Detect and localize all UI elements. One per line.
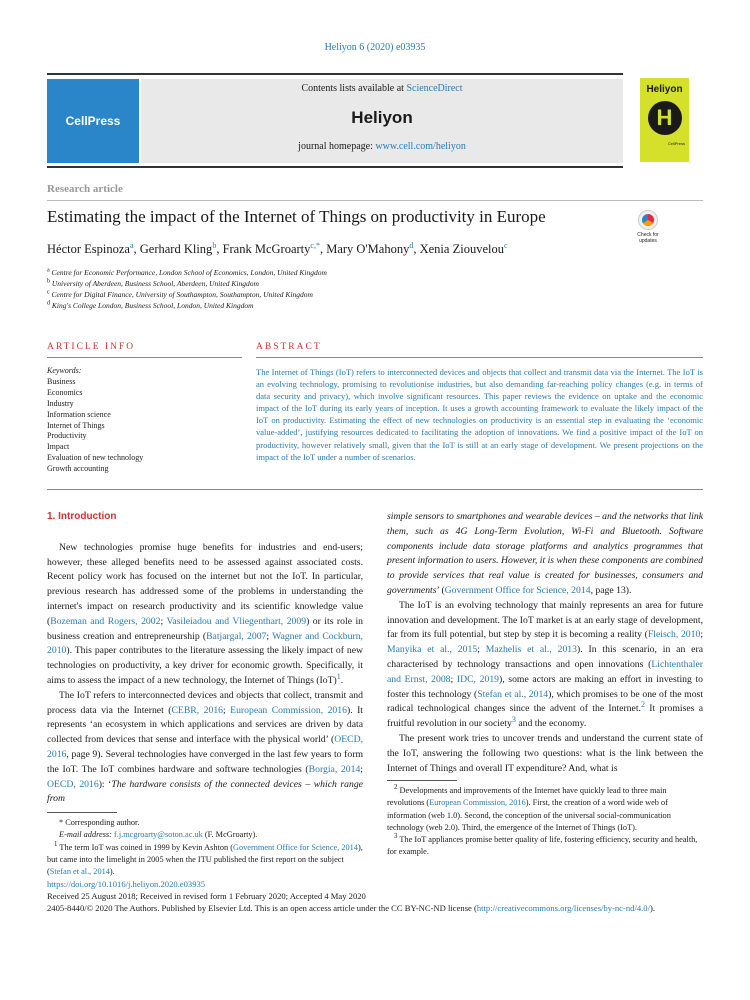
citation-link[interactable]: Stefan et al., 2014 [477,688,549,700]
paragraph: The present work tries to uncover trends and understand the current state of the IoT, answering the following two questions: what is the link between the Internet of Things and overall IT expenditure? And, what is [387,732,703,774]
citation-link[interactable]: European Commission, 2016 [429,798,526,808]
affiliation [47,290,313,299]
abstract-text: The Internet of Things (IoT) refers to interconnected devices and objects that collect and transmit data via the Internet. The IoT is an evolving technology, promising to revolutionise industries, but also demanding far-reaching policy changes (e.g. in terms of data security and privacy), which involve significant resources. This paper reviews the evidence on uptake and the economic impact of the IoT during its early years of inception. It uses a growth accounting framework to evaluate the likely impact of the IoT on productivity. Estimating the effect of new technologies on productivity is an essential step in evaluating the ‘economic value-added’, justifying resources dedicated to facilitating the adoption of innovations. We find a positive impact of the IoT on productivity, however relatively small, given that the IoT is still at an early stage of development. We present projections on the impact of the IoT under a number of scenarios. [256,367,703,462]
affiliation-sup: b [47,278,50,285]
keyword: Growth accounting [47,464,109,474]
citation-link[interactable]: Bozeman and Rogers, 2002 [50,615,161,627]
footnote-divider [387,780,457,781]
contents-prefix: Contents lists available at [301,83,407,94]
footnote-2: $^2$ Developments and improvements of the Internet have quickly lead to three main revolutions (European Commission, 2016). First, the creation of a word wide web of information (web 1.0). Second, the conception of the universal social-communication technology (web 2.0). Third, the emergence of the Internet of Things (IoT). [387,784,671,832]
footnote-ref[interactable]: 3 [511,714,516,724]
cover-title: Heliyon [646,84,683,95]
journal-name: Heliyon [351,108,413,127]
publisher-logo-text: CellPress [65,114,121,128]
homepage-line [141,141,623,152]
keyword: Impact [47,442,70,452]
author-affil-link[interactable]: c [503,240,508,250]
publisher-logo [47,79,139,163]
doi-link[interactable]: https://doi.org/10.1016/j.heliyon.2020.e03935 [47,879,206,889]
citation-link[interactable]: Lichtenthaler and Ernst, 2008 [387,658,703,685]
author-name: Mary O'Mahony [326,242,410,256]
affiliation-text: Centre for Digital Finance, University of Southampton, Southampton, United Kingdom [51,290,313,299]
email-note [47,829,363,841]
check-updates-line2: updates [639,238,657,244]
author [420,242,508,256]
received-dates: Received 25 August 2018; Received in revised form 1 February 2020; Accepted 4 May 2020 [47,890,366,901]
author [47,242,140,256]
license-link[interactable]: http://creativecommons.org/licenses/by-nc-nd/4.0/ [476,902,650,913]
check-updates-line1: Check for [637,232,659,238]
citation-link[interactable]: IDC, 2019 [456,673,500,685]
author [326,242,419,256]
author-separator: , [413,242,420,256]
citation-link[interactable]: Mazhelis et al., 2013 [485,644,577,656]
footnotes-right [387,785,703,859]
license-note: 2405-8440/© 2020 The Authors. Published by Elsevier Ltd. This is an open access article under the CC BY-NC-ND license (http://creativecommons.org/licenses/by-nc-nd/4.0/). [47,902,655,913]
sciencedirect-link[interactable]: ScienceDirect [406,83,463,94]
author-name: Frank McGroarty [222,242,311,256]
author-separator: , [319,242,327,256]
paragraph: The IoT is an evolving technology that mainly represents an area for future innovation and development. The IoT market is at an early stage of development, far from its full potential, but step by step it is becoming a reality (Fleisch, 2010; Manyika et al., 2015; Mazhelis et al., 2013). In this scenario, in an era characterised by technology transactions and open innovations (Lichtenthaler and Ernst, 2008; IDC, 2019), some actors are making an effort in investing to foster this technology (Stefan et al., 2014), which promises to be one of the most radical technological changes since the advent of the Internet.$^2$ It promises a fruitful revolution in our society$^3$ and the economy. [387,599,704,730]
right-column [387,510,703,776]
citation-link[interactable]: Stefan et al., 2014 [49,867,110,877]
footnotes-left [47,817,363,878]
citation-link[interactable]: Borgia, 2014 [308,763,361,775]
citation-link[interactable]: Government Office for Science, 2014 [232,842,358,852]
affiliation-sup: c [47,289,50,296]
affiliation [47,279,259,288]
check-updates-icon [638,210,658,230]
affiliation [47,268,327,277]
author-affil-link[interactable]: a [129,240,134,250]
email-suffix: (F. McGroarty). [202,830,258,840]
divider [47,200,703,201]
keyword: Internet of Things [47,420,105,430]
paragraph: simple sensors to smartphones and wearable devices – and the networks that link them, such as 4G Long-Term Evolution, Wi-Fi and Bluetooth. Software components include data storage platforms and analytics programmes that present information to users. However, it is when these components are combined to provide services that real value is created for businesses, consumers and governments’ (Government Office for Science, 2014, page 13). [387,511,703,596]
abstract-heading: ABSTRACT [256,342,322,352]
keyword: Economics [47,387,83,397]
footnote-3: $^3$ The IoT appliances promise better quality of life, fostering efficiency, security and health, for example. [387,833,698,857]
corresponding-author-note: * Corresponding author. [59,818,140,827]
affiliation-text: King's College London, Business School, London, United Kingdom [51,301,254,310]
citation-link[interactable]: OECD, 2016 [47,778,99,790]
citation-link[interactable]: Fleisch, 2010 [647,629,701,641]
author-affil-link[interactable]: b [212,240,217,250]
author-separator: , [216,242,223,256]
article-info-heading: ARTICLE INFO [47,342,136,352]
keyword: Productivity [47,431,87,441]
citation-link[interactable]: CEBR, 2016 [171,704,224,716]
homepage-link[interactable]: www.cell.com/heliyon [375,141,466,152]
keywords-list [47,366,242,475]
article-metadata [47,879,703,914]
journal-reference[interactable] [0,42,750,53]
section-heading-introduction: 1. Introduction [47,511,117,522]
affiliation [47,301,253,310]
article-type: Research article [47,183,123,195]
citation-link[interactable]: European Commission, 2016 [230,704,347,716]
author-name: Gerhard Kling [139,242,213,256]
left-column [47,510,363,807]
journal-cover[interactable] [640,78,689,162]
keyword: Industry [47,398,74,408]
keyword: Business [47,376,76,386]
footnote-3-text: The IoT appliances promise better quality of life, fostering efficiency, security and health, for example. [387,835,698,857]
cover-footer: CellPress [667,141,685,146]
author-separator: , [133,242,140,256]
email-link[interactable]: f.j.mcgroarty@soton.ac.uk [114,830,203,840]
affiliation-text: Centre for Economic Performance, London School of Economics, London, United Kingdom [51,268,327,277]
author-name: Héctor Espinoza [47,242,130,256]
keyword: Information science [47,409,111,419]
keywords-label: Keywords: [47,366,82,375]
divider [47,489,703,490]
homepage-prefix: journal homepage: [298,141,376,152]
citation-link[interactable]: OECD, 2016 [47,734,363,760]
journal-reference-link[interactable]: Heliyon 6 (2020) e03935 [324,42,426,53]
author-affil-link[interactable]: c,* [310,240,320,250]
footnote-ref[interactable]: 1 [336,671,341,681]
footnote-ref[interactable]: 2 [640,700,645,710]
author-list [47,242,508,257]
author [140,242,223,256]
journal-header [47,73,623,168]
check-updates-label [628,232,668,244]
citation-link[interactable]: Manyika et al., 2015 [387,644,478,656]
author-affil-link[interactable]: d [409,240,414,250]
divider [256,357,703,358]
paragraph: New technologies promise huge benefits for industries and end-users; however, these alleged benefits need to be assessed against associated costs. Recent policy work has focused on the internet but not the IoT. In particular, previous research has addressed some of the problems in understanding the internet's impact on research productivity and its scientific knowledge value (Bozeman and Rogers, 2002; Vasileiadou and Vliegenthart, 2009) or its role in business creation and entrepreneurship (Batjargal, 2007; Wagner and Cockburn, 2010). This paper contributes to the literature assessing the likely impact of new technologies on productivity, a key driver for economic growth. Specifically, it aims to assess the impact of a new technology, the Internet of Things (IoT)$^1$. [47,541,363,686]
affiliation-text: University of Aberdeen, Business School, Aberdeen, United Kingdom [51,279,259,288]
check-for-updates-button[interactable] [628,210,668,246]
affiliation-sup: a [47,267,50,274]
email-label: E-mail address: [59,830,114,840]
corr-text: Corresponding author. [65,818,140,827]
footnote-1: $^1$ The term IoT was coined in 1999 by Kevin Ashton (Government Office for Science, 2014), but came into the limelight in 2005 when the ITU published the first report on the subject (Stefan et al., 2014). [47,840,363,877]
citation-link[interactable]: Batjargal, 2007 [206,630,267,642]
contents-line [141,83,623,94]
author [223,242,327,256]
author-name: Xenia Ziouvelou [419,242,504,256]
journal-header-center [141,79,623,163]
cover-h-icon: H [648,101,682,135]
citation-link[interactable]: Vasileiadou and Vliegenthart, 2009 [166,615,307,627]
citation-link[interactable]: Government Office for Science, 2014 [444,584,591,596]
affiliation-sup: d [47,300,50,307]
footnote-divider [47,812,117,813]
keyword: Evaluation of new technology [47,453,144,463]
citation-link[interactable]: Wagner and Cockburn, 2010 [47,630,363,657]
paragraph: The IoT refers to interconnected devices and objects that collect, transmit and process data via the Internet (CEBR, 2016; European Commission, 2016). It represents ‘an ecosystem in which applications and services are driven by data collected from devices that sense and interface with the physical world’ (OECD, 2016, page 9). Several technologies have converged in the last few years to form the IoT. The IoT combines hardware and software technologies (Borgia, 2014; OECD, 2016): ‘The hardware consists of the connected devices – which range from [47,689,363,805]
divider [47,357,242,358]
article-title: Estimating the impact of the Internet of Things on productivity in Europe [47,207,546,226]
